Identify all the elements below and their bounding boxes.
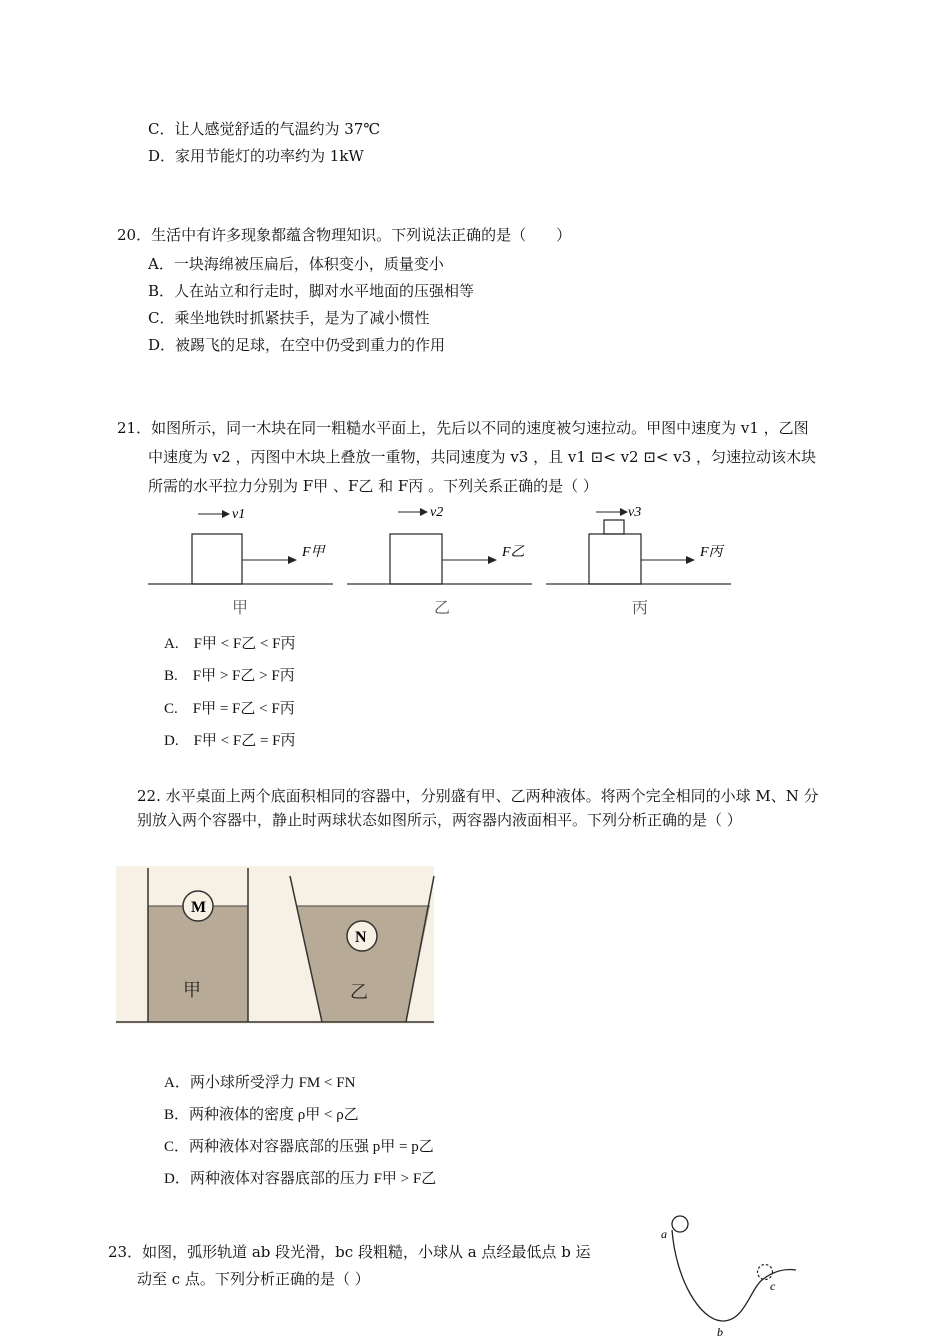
figure-caption: 丙 [632, 598, 649, 617]
wood-block [192, 534, 242, 584]
q20-option-a: A．一块海绵被压扁后，体积变小，质量变小 [148, 255, 444, 273]
q21-option-b: B. F甲 > F乙 > F丙 [164, 668, 295, 684]
velocity-arrowhead [222, 510, 230, 518]
q19-option-c: C．让人感觉舒适的气温约为 37℃ [148, 120, 381, 138]
ball-at-a [672, 1216, 688, 1232]
point-c-label: c [770, 1279, 776, 1293]
velocity-label: v3 [628, 505, 642, 520]
force-arrowhead [288, 556, 297, 564]
q21-option-c: C. F甲 = F乙 < F丙 [164, 701, 295, 717]
figure-caption: 甲 [232, 598, 249, 617]
force-arrowhead [488, 556, 497, 564]
q21-stem-line2: 中速度为 v2 ，丙图中木块上叠放一重物，共同速度为 v3 ，且 v1 ⊡< v2 ⊡< v3 ，匀速拉动该木块 [148, 448, 817, 466]
q22-option-b: B．两种液体的密度 ρ甲 < ρ乙 [164, 1107, 359, 1123]
ball-n-label: N [355, 929, 367, 946]
q20-option-b: B．人在站立和行走时，脚对水平地面的压强相等 [148, 282, 475, 300]
force-arrowhead [686, 556, 695, 564]
force-label: F甲 [302, 545, 325, 560]
point-a-label: a [661, 1227, 667, 1241]
velocity-label: v2 [430, 505, 444, 520]
q21-option-a: A. F甲 < F乙 < F丙 [164, 636, 296, 652]
q22-option-c: C．两种液体对容器底部的压强 p甲 = p乙 [164, 1139, 434, 1155]
force-label: F乙 [502, 545, 525, 560]
q22-option-a: A．两小球所受浮力 FM < FN [164, 1075, 356, 1091]
q19-option-d: D．家用节能灯的功率约为 1kW [148, 147, 364, 165]
wood-block [390, 534, 442, 584]
q22-figure [116, 866, 434, 1024]
q22-option-d: D．两种液体对容器底部的压力 F甲 > F乙 [164, 1171, 437, 1187]
velocity-label: v1 [232, 507, 246, 522]
q20-stem: 20．生活中有许多现象都蕴含物理知识。下列说法正确的是（ ） [117, 226, 572, 244]
ball-m-label: M [191, 899, 207, 916]
wood-block [589, 534, 641, 584]
q21-stem-line3: 所需的水平拉力分别为 F甲 、F乙 和 F丙 。下列关系正确的是（ ） [148, 477, 598, 495]
q20-option-c: C．乘坐地铁时抓紧扶手，是为了减小惯性 [148, 309, 430, 327]
velocity-arrowhead [620, 508, 628, 516]
q21-figure-bing [546, 505, 731, 617]
q23-figure [661, 1216, 796, 1339]
q21-figure-jia [148, 507, 333, 617]
q22-stem-line2: 别放入两个容器中，静止时两球状态如图所示，两容器内液面相平。下列分析正确的是（ ） [137, 811, 742, 829]
velocity-arrowhead [420, 508, 428, 516]
arc-track [672, 1230, 796, 1321]
weight-block [604, 520, 624, 534]
q21-option-d: D. F甲 < F乙 = F丙 [164, 733, 296, 749]
q21-figure-yi [347, 505, 532, 617]
q23-stem-line2: 动至 c 点。下列分析正确的是（ ） [137, 1270, 370, 1288]
q22-stem-line1: 22. 水平桌面上两个底面积相同的容器中，分别盛有甲、乙两种液体。将两个完全相同的小球 M、N 分 [137, 787, 819, 805]
liquid-jia [148, 906, 248, 1022]
liquid-jia-label: 甲 [183, 980, 201, 1001]
force-label: F丙 [700, 545, 723, 560]
liquid-yi-label: 乙 [350, 982, 368, 1003]
q21-stem-line1: 21．如图所示，同一木块在同一粗糙水平面上，先后以不同的速度被匀速拉动。甲图中速度为 v1 ，乙图 [117, 419, 809, 437]
point-b-label: b [717, 1325, 723, 1339]
q23-stem-line1: 23．如图，弧形轨道 ab 段光滑，bc 段粗糙，小球从 a 点经最低点 b 运 [108, 1243, 591, 1261]
q20-option-d: D．被踢飞的足球，在空中仍受到重力的作用 [148, 336, 446, 354]
figure-caption: 乙 [434, 598, 451, 617]
